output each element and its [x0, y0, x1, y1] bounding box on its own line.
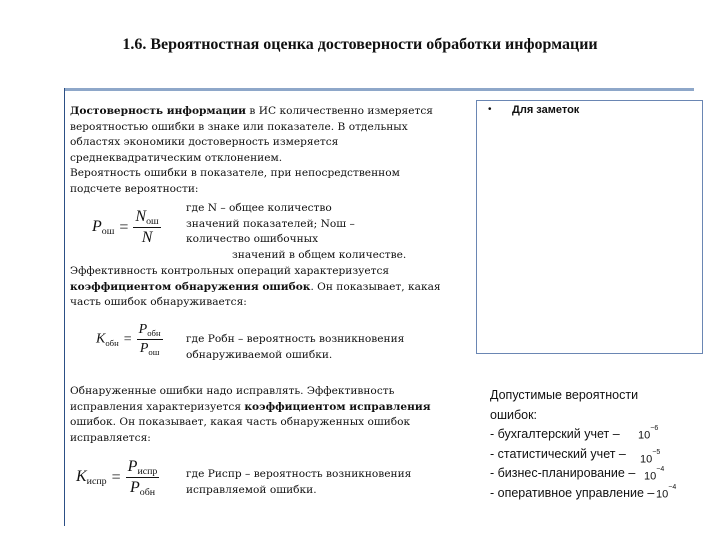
list-heading: ошибок:: [490, 407, 538, 422]
para1-line: в ИС количественно измеряется: [246, 105, 433, 117]
para1-line: Вероятность ошибки в показателе, при непосредственном: [70, 167, 400, 179]
formula2-explanation: где Робн – вероятность возникновения обнаруживаемой ошибки.: [186, 333, 405, 361]
allowed-probabilities-list: [490, 386, 677, 503]
paragraph-correction: Обнаруженные ошибки надо исправлять. Эффективность исправления характеризуется коэффициентом исправления ошибок. Он показывает, какая часть обнаруженных ошибок исправляется:: [70, 385, 431, 444]
paragraph-detection: Эффективность контрольных операций характеризуется коэффициентом обнаружения ошибок. Он показывает, какая часть ошибок обнаруживается:: [70, 265, 441, 308]
formula-correction-coefficient: Kиспр = $\frac{\text{Pиспр}}{\text{Pобн}}$: [76, 458, 158, 498]
para1-line: вероятностью ошибки в знаке или показателе. В отдельных: [70, 120, 408, 133]
left-accent-line: [64, 88, 65, 526]
term-detection-coefficient: коэффициентом обнаружения ошибок: [70, 280, 311, 293]
notes-label: Для заметок: [512, 104, 580, 116]
paragraph-reliability: [70, 104, 470, 197]
page-title: 1.6. Вероятностная оценка достоверности обработки информации: [122, 36, 598, 53]
list-item: - оперативное управление – $10^{-4}$: [490, 483, 677, 501]
list-item: - бухгалтерский учет – $10^{-6}$: [490, 425, 659, 442]
formula1-explanation: где N – общее количество значений показателей; Nош – количество ошибочных значений в общем количестве.: [186, 202, 407, 261]
term-reliability: Достоверность информации: [70, 105, 247, 117]
list-item: - бизнес-планирование – $10^{-4}$: [490, 466, 665, 483]
notes-bullet: •: [488, 104, 492, 115]
notes-box[interactable]: [476, 100, 703, 354]
list-item: - статистический учет – $10^{-5}$: [490, 446, 661, 466]
para1-line: областях экономики достоверность измеряется: [70, 136, 339, 148]
list-heading: Допустимые вероятности: [490, 388, 639, 402]
term-correction-coefficient: коэффициентом исправления: [244, 400, 431, 413]
formula-error-probability: Pош = $\frac{\text{Nош}}{N}$: [92, 208, 159, 246]
para1-line: среднеквадратическим отклонением.: [70, 151, 283, 164]
formula3-explanation: где Риспр – вероятность возникновения исправляемой ошибки.: [186, 468, 412, 496]
para1-line: подсчете вероятности:: [70, 182, 199, 195]
title-underline: [64, 88, 694, 91]
formula-detection-coefficient: $K_{обн}$ = $\frac{P_{обн}}{P_{ош}}$: [96, 322, 161, 357]
